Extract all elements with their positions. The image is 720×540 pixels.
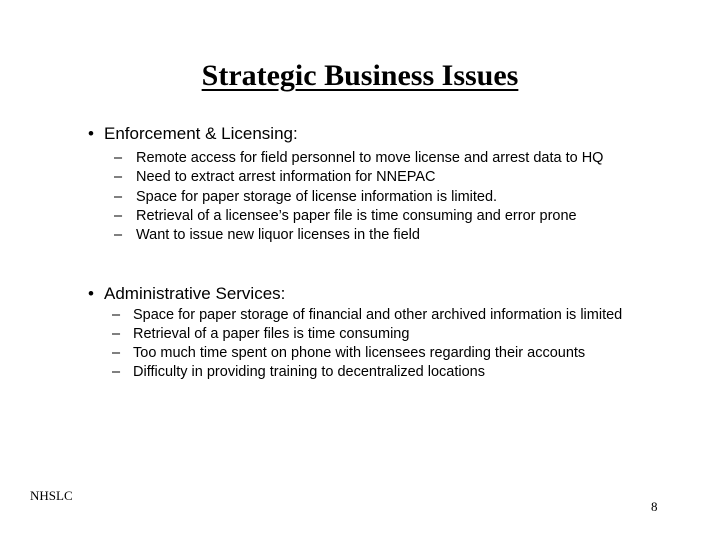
list-item-text: Need to extract arrest information for NNEPAC <box>136 169 436 186</box>
page-number: 8 <box>651 499 658 514</box>
list-item <box>112 325 678 344</box>
list-item <box>114 188 678 207</box>
dash-icon: – <box>114 188 123 205</box>
dash-icon: – <box>112 326 121 342</box>
bullet-icon: • <box>88 284 94 303</box>
section-heading-text: Enforcement & Licensing: <box>104 124 298 143</box>
dash-icon: – <box>114 227 123 244</box>
list-item <box>112 344 678 363</box>
bullet-icon: • <box>88 124 94 143</box>
dash-icon: – <box>112 345 121 361</box>
list-item-text: Retrieval of a paper files is time consuming <box>133 326 410 342</box>
footer-org-label: NHSLC <box>30 488 73 503</box>
list-item <box>114 149 678 168</box>
list-item-text: Space for paper storage of license information is limited. <box>136 188 498 205</box>
sub-bullet-list <box>112 306 678 382</box>
dash-icon: – <box>112 307 121 323</box>
section-heading <box>88 123 678 145</box>
dash-icon: – <box>114 207 123 224</box>
slide-title: Strategic Business Issues <box>201 59 519 92</box>
list-item <box>114 207 678 226</box>
list-item-text: Retrieval of a licensee’s paper file is time consuming and error prone <box>136 207 577 224</box>
section-enforcement-licensing <box>88 123 678 245</box>
sub-bullet-list <box>114 149 678 245</box>
list-item-text: Difficulty in providing training to decentralized locations <box>133 364 485 380</box>
dash-icon: – <box>112 364 121 380</box>
list-item <box>114 168 678 187</box>
list-item <box>114 226 678 245</box>
list-item-text: Too much time spent on phone with licensees regarding their accounts <box>133 345 586 361</box>
section-heading <box>88 283 678 305</box>
list-item-text: Remote access for field personnel to move license and arrest data to HQ <box>136 150 604 166</box>
section-heading-text: Administrative Services: <box>104 284 286 303</box>
list-item <box>112 363 678 382</box>
dash-icon: – <box>114 169 123 186</box>
list-item-text: Space for paper storage of financial and other archived information is limited <box>133 307 623 323</box>
list-item-text: Want to issue new liquor licenses in the field <box>136 227 420 244</box>
dash-icon: – <box>114 150 123 166</box>
section-administrative-services <box>88 283 678 382</box>
list-item <box>112 306 678 325</box>
